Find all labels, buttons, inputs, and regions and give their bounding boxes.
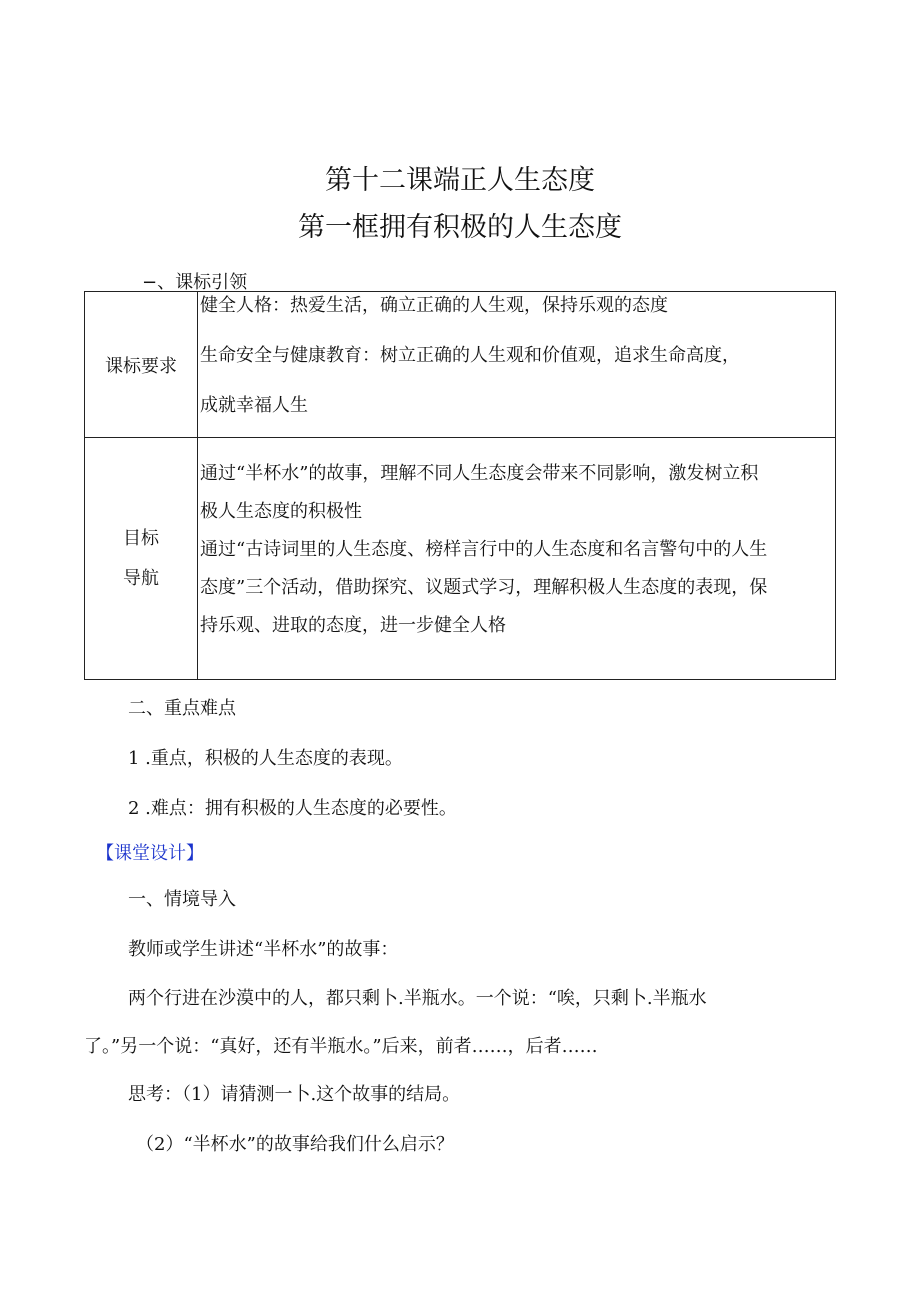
goals-line-1: 通过“半杯水”的故事，理解不同人生态度会带来不同影响，激发树立积 <box>200 463 759 484</box>
story-line-1: 两个行进在沙漠中的人，都只剩卜.半瓶水。一个说：“唉，只剩卜.半瓶水 <box>128 988 707 1009</box>
goals-label-line-1: 目标 <box>123 527 159 549</box>
goals-label-cell <box>85 438 198 680</box>
story-line-2: 了。”另一个说：“真好，还有半瓶水。”后来，前者……，后者…… <box>84 1036 598 1057</box>
intro-heading: 一、情境导入 <box>128 889 236 910</box>
key-point-item: 1 .重点，积极的人生态度的表现。 <box>128 748 403 769</box>
curriculum-heading: −、课标引领 <box>142 272 248 293</box>
difficulty-item: 2 .难点：拥有积极的人生态度的必要性。 <box>128 798 457 819</box>
standards-label-cell <box>85 292 198 438</box>
standards-line-3: 成就幸福人生 <box>200 395 308 416</box>
standards-content-cell <box>198 292 836 438</box>
intro-text: 教师或学生讲述“半杯水”的故事： <box>128 939 399 960</box>
goals-line-4: 态度”三个活动，借助探究、议题式学习，理解积极人生态度的表现，保 <box>200 577 768 598</box>
lesson-title: 第十二课端正人生态度 <box>325 165 595 196</box>
standards-label: 课标要求 <box>105 355 177 377</box>
class-design-tag: 【课堂设计】 <box>96 843 204 864</box>
standards-line-1: 健全人格：热爱生活，确立正确的人生观，保持乐观的态度 <box>200 295 668 316</box>
goals-content-cell <box>198 438 836 680</box>
table-row <box>85 438 836 680</box>
curriculum-table <box>84 291 836 680</box>
table-row <box>85 292 836 438</box>
think-question-1: 思考：（1）请猜测一卜.这个故事的结局。 <box>128 1084 461 1105</box>
section-title: 第一框拥有积极的人生态度 <box>298 212 622 243</box>
goals-label-line-2: 导航 <box>123 567 159 589</box>
goals-line-5: 持乐观、进取的态度，进一步健全人格 <box>200 615 506 636</box>
key-points-heading: 二、重点难点 <box>128 698 236 719</box>
standards-line-2: 生命安全与健康教育：树立正确的人生观和价值观，追求生命高度， <box>200 345 740 366</box>
think-question-2: （2）“半杯水”的故事给我们什么启示？ <box>136 1134 454 1155</box>
goals-line-2: 极人生态度的积极性 <box>200 501 362 522</box>
goals-line-3: 通过“古诗词里的人生态度、榜样言行中的人生态度和名言警句中的人生 <box>200 539 768 560</box>
